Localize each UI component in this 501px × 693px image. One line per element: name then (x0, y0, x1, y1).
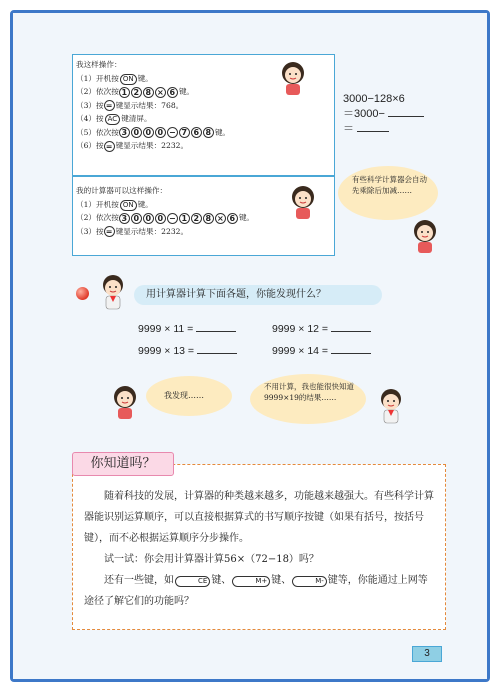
key-8-icon: 8 (203, 127, 214, 138)
on-key-icon: ON (120, 200, 137, 211)
dyk-paragraph-3: 还有一些键，如 CE 键、 M+ 键、 M- 键等，你能通过上网等途径了解它们的功能吗？ (84, 575, 428, 607)
equation-2: 9999 × 12 = (272, 322, 371, 335)
key-0-icon: 0 (155, 213, 166, 224)
boy-avatar-icon (374, 386, 408, 424)
key-0-icon: 0 (131, 127, 142, 138)
box1-line5: （5）依次按 3 0 0 0 − 7 6 8 键。 (76, 127, 230, 137)
dyk-paragraph-2: 试一试：你会用计算器计算56×（72−18）吗？ (104, 554, 319, 565)
box2-line2: （2）依次按 3 0 0 0 − 1 2 8 × 6 键。 (76, 213, 254, 223)
girl-thought-bubble-text: 我发现…… (164, 391, 204, 400)
did-you-know-text (84, 486, 436, 612)
box1-line4: （4）按 AC 键清屏。 (76, 114, 152, 123)
boy-thought-bubble-text: 不用计算，我也能很快知道9999×19的结果…… (264, 382, 354, 402)
key-2-icon: 2 (131, 87, 142, 98)
boy-avatar-icon (96, 272, 130, 310)
girl-avatar-icon (408, 216, 442, 254)
calc-line-1: 3000−128×6 (343, 93, 405, 105)
box2-line3: （3）按 = 键显示结果：2232。 (76, 226, 189, 236)
key-2-icon: 2 (191, 213, 202, 224)
girl-avatar-icon (108, 382, 142, 420)
key-6-icon: 6 (167, 87, 178, 98)
equation-4: 9999 × 14 = (272, 344, 371, 357)
key-equals-icon: = (104, 100, 115, 111)
key-6-icon: 6 (191, 127, 202, 138)
m-minus-key-icon: M- (292, 576, 327, 587)
thought-bubble-top-text: 有些科学计算器会自动先乘除后加减…… (352, 175, 427, 195)
key-0-icon: 0 (131, 213, 142, 224)
key-3-icon: 3 (119, 127, 130, 138)
key-equals-icon: = (104, 141, 115, 152)
key-minus-icon: − (167, 213, 178, 224)
key-7-icon: 7 (179, 127, 190, 138)
box1-line6: （6）按 = 键显示结果：2232。 (76, 141, 189, 151)
key-1-icon: 1 (119, 87, 130, 98)
box1-line2: （2）依次按 1 2 8 × 6 键。 (76, 87, 194, 97)
box1-title: 我这样操作： (76, 60, 122, 69)
box2-title: 我的计算器可以这样操作： (76, 186, 168, 195)
equation-3: 9999 × 13 = (138, 344, 237, 357)
calc-line-3: ＝ (343, 122, 424, 137)
ac-key-icon: AC (105, 114, 121, 125)
key-3-icon: 3 (119, 213, 130, 224)
dyk-paragraph-1: 随着科技的发展，计算器的种类越来越多，功能越来越强大。有些科学计算器能识别运算顺序，可以直接根据算式的书写顺序按键（如果有括号，按括号键），而不必根据运算顺序分步操作。 (84, 491, 434, 544)
operation-box-2-text (76, 184, 254, 238)
key-8-icon: 8 (203, 213, 214, 224)
bullet-dot-icon (76, 287, 89, 300)
girl-avatar-icon (286, 182, 320, 220)
m-plus-key-icon: M+ (232, 576, 270, 587)
girl-avatar-icon (276, 58, 310, 96)
key-0-icon: 0 (143, 213, 154, 224)
ce-key-icon: CE (175, 576, 210, 587)
prompt-bubble: 用计算器计算下面各题，你能发现什么？ (134, 285, 382, 305)
key-times-icon: × (215, 213, 226, 224)
right-calculation (343, 92, 424, 137)
key-minus-icon: − (167, 127, 178, 138)
equation-1: 9999 × 11 = (138, 322, 236, 335)
operation-box-1-text (76, 58, 230, 153)
calc-line-2: ＝3000− (343, 107, 424, 122)
box1-line3: （3）按 = 键显示结果：768。 (76, 100, 184, 110)
box1-line1: （1）开机按 ON 键。 (76, 73, 153, 83)
key-0-icon: 0 (143, 127, 154, 138)
key-times-icon: × (155, 87, 166, 98)
key-equals-icon: = (104, 226, 115, 237)
key-8-icon: 8 (143, 87, 154, 98)
box2-line1: （1）开机按 ON 键。 (76, 199, 153, 209)
key-1-icon: 1 (179, 213, 190, 224)
did-you-know-title: 你知道吗？ (72, 452, 174, 476)
key-0-icon: 0 (155, 127, 166, 138)
page-number: 3 (412, 646, 442, 662)
on-key-icon: ON (120, 74, 137, 85)
key-6-icon: 6 (227, 213, 238, 224)
